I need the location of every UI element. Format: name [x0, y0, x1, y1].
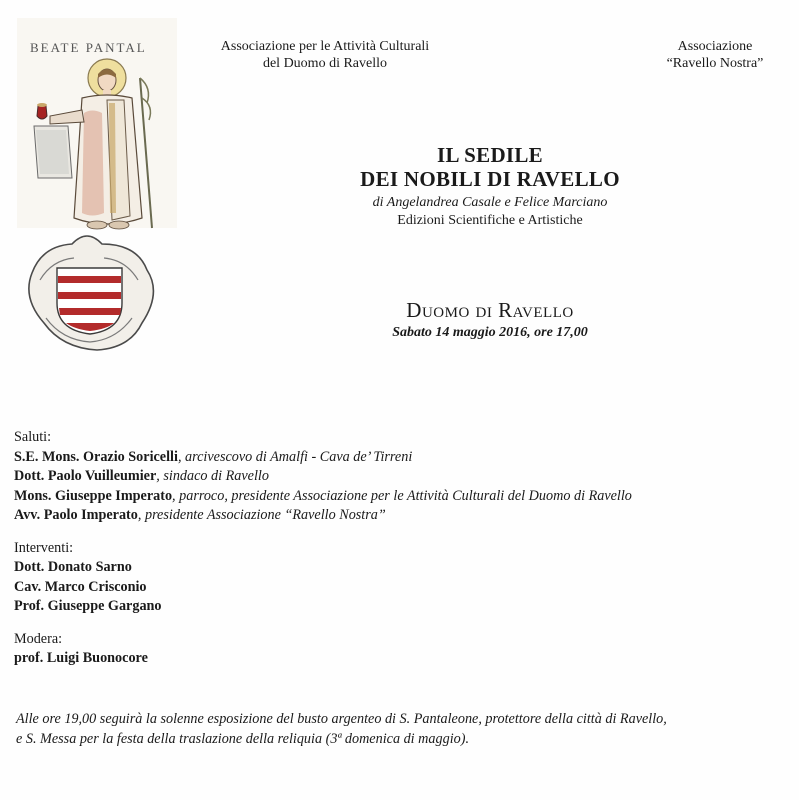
event-venue: Duomo di Ravello [406, 298, 574, 322]
moderator-name: prof. Luigi Buonocore [14, 650, 148, 666]
saluti-item [14, 467, 794, 487]
interventi-list [14, 558, 794, 617]
speaker-name: S.E. Mons. Orazio Soricelli [14, 448, 178, 465]
book-title-line2: DEI NOBILI DI RAVELLO [360, 167, 620, 191]
illustration-caption: BEATE PANTAL [30, 40, 147, 55]
speaker-role: , sindaco di Ravello [156, 468, 269, 484]
speaker-name: Dott. Paolo Vuilleumier [14, 468, 157, 484]
speaker-role: , arcivescovo di Amalfi - Cava de’ Tirreni [177, 448, 413, 465]
book-authors: di Angelandrea Casale e Felice Marciano [372, 195, 608, 210]
organizer-right-line1: Associazione [677, 39, 753, 54]
intervento-item: Dott. Donato Sarno [14, 559, 132, 575]
saluti-item [14, 506, 794, 526]
speaker-role: , presidente Associazione “Ravello Nostra” [137, 507, 386, 523]
saint-illustration [12, 18, 182, 358]
saluti-item [14, 448, 794, 468]
book-title-block [290, 143, 690, 229]
organizer-right-line2: “Ravello Nostra” [666, 56, 764, 71]
book-publisher: Edizioni Scientifiche e Artistiche [397, 213, 583, 228]
saluti-heading: Saluti: [14, 429, 52, 445]
saluti-item [14, 487, 794, 507]
closing-note-line1: Alle ore 19,00 seguirà la solenne esposizione del busto argenteo di S. Pantaleone, protettore della città di Ravello, [16, 711, 667, 727]
event-date: Sabato 14 maggio 2016, ore 17,00 [392, 325, 588, 340]
closing-note [16, 709, 796, 749]
interventi-heading: Interventi: [14, 539, 74, 556]
speaker-name: Mons. Giuseppe Imperato [14, 487, 173, 504]
event-block [290, 298, 690, 342]
organizer-left [200, 38, 450, 72]
organizer-left-line1: Associazione per le Attività Culturali [220, 39, 430, 54]
saluti-list [14, 448, 794, 526]
modera-heading: Modera: [14, 630, 63, 647]
coat-of-arms [29, 236, 154, 350]
organizer-left-line2: del Duomo di Ravello [262, 56, 388, 71]
book-title-line1: IL SEDILE [436, 143, 543, 167]
intervento-item: Cav. Marco Crisconio [14, 578, 147, 595]
saint-pantaleone-image [12, 18, 182, 358]
closing-note-line2: e S. Messa per la festa della traslazione della reliquia (3ª domenica di maggio). [16, 731, 469, 747]
intervento-item: Prof. Giuseppe Gargano [14, 598, 162, 614]
organizer-right [640, 38, 790, 72]
program [14, 428, 794, 669]
speaker-role: , parroco, presidente Associazione per le Attività Culturali del Duomo di Ravello [172, 487, 632, 504]
speaker-name: Avv. Paolo Imperato [14, 507, 138, 523]
